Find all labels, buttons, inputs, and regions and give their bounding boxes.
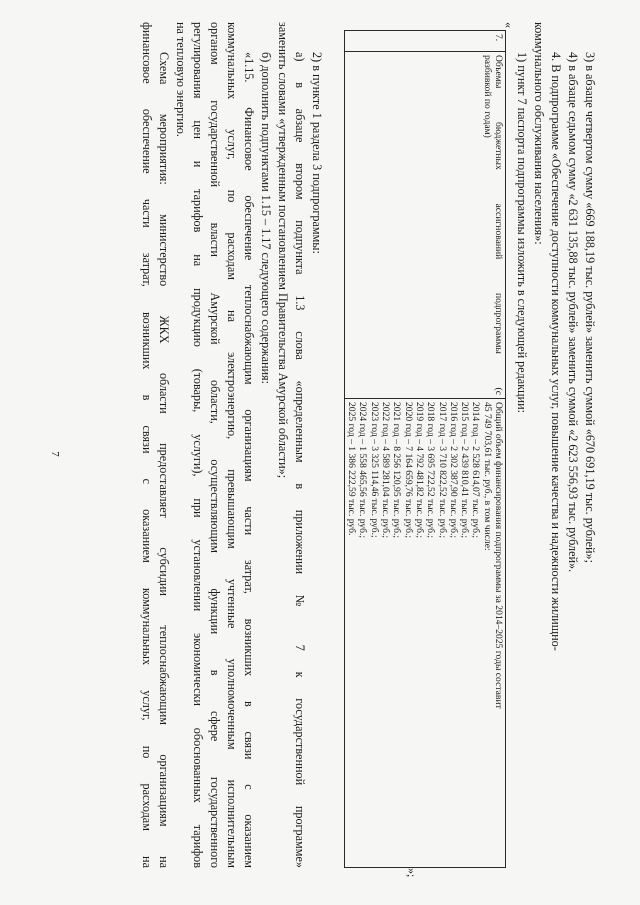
document-sheet <box>40 22 600 882</box>
paragraph-sum-seventh: 4) в абзаце седьмом сумму «2 631 135,88 тыс. рублей» заменить суммой «2 623 556,93 тыс. рублей». <box>566 52 580 573</box>
passport-table <box>344 30 506 868</box>
year-amount: 2016 год – 2 302 387,90 тыс. руб.; <box>447 402 459 539</box>
year-amount: 2025 год – 1 386 222,59 тыс. руб. <box>346 402 358 536</box>
row-value-cell <box>344 399 505 868</box>
paragraph-sum-fourth: 3) в абзаце четвертом сумму «669 188,19 тыс. рублей» заменить суммой «670 691,19 тыс. рублей»; <box>583 52 597 564</box>
year-amount: 2015 год – 2 439 810,41 тыс. руб.; <box>459 402 471 539</box>
year-amount: 2014 год – 2 528 614,07 тыс. руб.; <box>470 402 482 539</box>
year-amount: 2024 год – 1 558 465,56 тыс. руб.; <box>357 402 369 539</box>
row-name-cell <box>344 52 505 399</box>
year-amount: 2023 год – 3 325 114,46 тыс. руб.; <box>368 402 380 538</box>
total-heading: Общий объем финансирования подпрограммы за 2014–2025 годы составит <box>493 402 504 709</box>
quote-close: »; <box>405 868 419 878</box>
year-amount: 2018 год – 3 695 722,52 тыс. руб.; <box>425 402 437 539</box>
paragraph-section3: 2) в пункте 1 раздела 3 подпрограммы: <box>310 52 324 254</box>
paragraph-item-b: б) дополнить подпунктами 1.15 – 1.17 следующего содержания: <box>259 52 273 385</box>
row-name-line2: разбивкой по годам) <box>481 55 493 138</box>
year-amount: 2019 год – 4 792 481,82 тыс. руб.; <box>413 402 425 539</box>
name-word: (с <box>493 387 504 395</box>
year-amount: 2021 год – 8 256 120,95 тыс. руб.; <box>391 402 403 539</box>
quote-open: « <box>502 22 516 28</box>
total-sum: 45 749 703,61 тыс. руб., в том числе: <box>481 402 493 551</box>
paragraph-1-15-line5: на тепловую энергию. <box>174 22 188 137</box>
year-amount: 2022 год – 4 589 281,04 тыс. руб.; <box>380 402 392 539</box>
name-word: бюджетных <box>493 122 504 170</box>
year-amount: 2017 год – 3 710 822,52 тыс. руб.; <box>436 402 448 539</box>
paragraph-1-15-line4: регулирования цен и тарифов на продукцию (товары, услуги), при установлении экономически обоснованных тарифов <box>191 22 205 868</box>
paragraph-1-15: «1.15. Финансовое обеспечение теплоснабжающим организациям части затрат, возникших в связи с оказанием <box>242 52 256 868</box>
name-word: ассигнований <box>493 203 504 260</box>
paragraph-1-15-line3: органом государственной власти Амурской области, осуществляющим функции в сфере государственного <box>208 22 222 868</box>
name-word: подпрограммы <box>493 293 504 354</box>
paragraph-subprogram-heading: 4. В подпрограмме «Обеспечение доступности коммунальных услуг, повышение качества и надежности жилищно- <box>549 52 563 651</box>
paragraph-scheme: Схема мероприятия: министерство ЖКХ области предоставляет субсидии теплоснабжающим организациям на <box>157 52 171 868</box>
paragraph-item-a: а) в абзаце втором подпункта 1.3 слова «определенным в приложении № 7 к государственной программе» <box>293 52 307 868</box>
paragraph-item-a-cont: заменить словами «утвержденным постановлением Правительства Амурской области»; <box>276 22 290 479</box>
page-number: 7 <box>48 451 61 457</box>
paragraph-subprogram-heading-cont: коммунального обслуживания населения»: <box>532 22 546 245</box>
paragraph-1-15-line2: коммунальных услуг, по расходам на электроэнергию, превышающим учтенные уполномоченным исполнительным <box>225 22 239 868</box>
paragraph-scheme-line2: финансовое обеспечение части затрат, возникших в связи с оказанием коммунальных услуг, по расходам на <box>140 22 154 868</box>
paragraph-passport-item: 1) пункт 7 паспорта подпрограммы изложить в следующей редакции: <box>515 52 529 413</box>
year-amount: 2020 год – 7 164 659,76 тыс. руб.; <box>402 402 414 539</box>
name-word: Объемы <box>493 55 504 89</box>
row-number: 7. <box>344 31 505 52</box>
table-row <box>344 31 505 868</box>
